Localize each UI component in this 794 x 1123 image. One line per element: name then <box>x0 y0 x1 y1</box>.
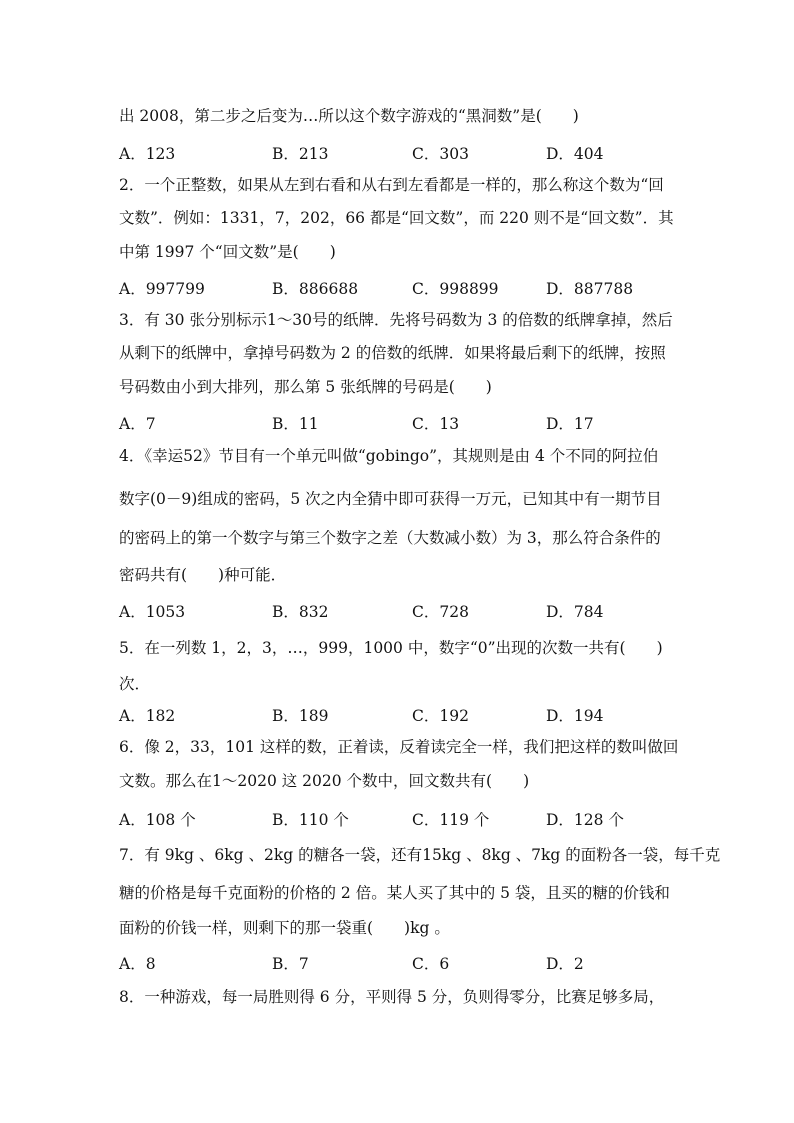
question-3-option-c: C．13 <box>412 415 460 433</box>
question-1-option-c: C．303 <box>412 145 469 163</box>
question-7-line-3: 面粉的价钱一样，则剩下的那一袋重( )kg 。 <box>119 919 450 937</box>
question-7-options <box>119 954 719 974</box>
question-5-option-d: D．194 <box>546 707 604 725</box>
question-4-options <box>119 602 719 622</box>
question-4-line-3: 的密码上的第一个数字与第三个数字之差（大数减小数）为 3，那么符合条件的 <box>119 529 661 547</box>
question-6-line-1: 6．像 2，33，101 这样的数，正着读，反着读完全一样，我们把这样的数叫做回 <box>119 738 679 756</box>
question-6-options <box>119 810 719 830</box>
question-3-option-a: A．7 <box>119 415 156 433</box>
question-2-line-1: 2．一个正整数，如果从左到右看和从右到左看都是一样的，那么称这个数为“回 <box>119 176 664 194</box>
question-4-option-a: A．1053 <box>119 603 186 621</box>
question-7-option-c: C．6 <box>412 955 450 973</box>
question-7-option-d: D．2 <box>546 955 584 973</box>
question-7-line-1: 7．有 9kg 、6kg 、2kg 的糖各一袋，还有15kg 、8kg 、7kg 的面粉各一袋，每千克 <box>119 846 721 864</box>
question-3-option-d: D．17 <box>546 415 594 433</box>
question-1-option-d: D．404 <box>546 145 604 163</box>
question-5-line-2: 次． <box>119 675 151 693</box>
question-7-line-2: 糖的价格是每千克面粉的价格的 2 倍。某人买了其中的 5 袋，且买的糖的价钱和 <box>119 884 670 902</box>
question-4-option-c: C．728 <box>412 603 469 621</box>
question-5-option-a: A．182 <box>119 707 176 725</box>
question-1-options <box>119 144 719 164</box>
question-8-line-1: 8．一种游戏，每一局胜则得 6 分，平则得 5 分，负则得零分，比赛足够多局， <box>119 988 665 1006</box>
question-1-option-a: A．123 <box>119 145 176 163</box>
question-1-option-b: B．213 <box>272 145 329 163</box>
question-6-line-2: 文数。那么在1～2020 这 2020 个数中，回文数共有( ) <box>119 772 530 790</box>
question-2-option-b: B．886688 <box>272 280 359 298</box>
question-5-options <box>119 706 719 726</box>
question-3-line-3: 号码数由小到大排列，那么第 5 张纸牌的号码是( ) <box>119 378 492 396</box>
question-4-option-d: D．784 <box>546 603 604 621</box>
question-3-option-b: B．11 <box>272 415 319 433</box>
question-6-option-c: C．119 个 <box>412 811 490 829</box>
question-4-line-2: 数字(0－9)组成的密码，5 次之内全猜中即可获得一万元，已知其中有一期节目 <box>119 490 662 508</box>
question-2-option-a: A．997799 <box>119 280 205 298</box>
question-6-option-d: D．128 个 <box>546 811 624 829</box>
question-5-option-c: C．192 <box>412 707 469 725</box>
question-2-option-d: D．887788 <box>546 280 634 298</box>
question-3-line-1: 3．有 30 张分别标示1～30号的纸牌．先将号码数为 3 的倍数的纸牌拿掉，然后 <box>119 311 673 329</box>
question-2-options <box>119 279 719 299</box>
question-2-option-c: C．998899 <box>412 280 499 298</box>
question-3-line-2: 从剩下的纸牌中，拿掉号码数为 2 的倍数的纸牌．如果将最后剩下的纸牌，按照 <box>119 344 666 362</box>
question-5-line-1: 5．在一列数 1，2，3，…，999，1000 中，数字“0”出现的次数一共有( ) <box>119 639 663 657</box>
question-2-line-2: 文数”．例如：1331，7，202，66 都是“回文数”，而 220 则不是“回文数”．其 <box>119 209 674 227</box>
question-6-option-b: B．110 个 <box>272 811 349 829</box>
question-6-option-a: A．108 个 <box>119 811 196 829</box>
question-7-option-a: A．8 <box>119 955 156 973</box>
question-4-line-4: 密码共有( )种可能． <box>119 566 287 584</box>
question-1-line-1: 出 2008，第二步之后变为…所以这个数字游戏的“黑洞数”是( ) <box>119 107 579 125</box>
question-4-option-b: B．832 <box>272 603 329 621</box>
question-7-option-b: B．7 <box>272 955 309 973</box>
question-4-line-1: 4．《幸运52》节目有一个单元叫做“gobingo”，其规则是由 4 个不同的阿拉伯 <box>119 447 659 465</box>
question-3-options <box>119 414 719 434</box>
question-2-line-3: 中第 1997 个“回文数”是( ) <box>119 243 336 261</box>
question-5-option-b: B．189 <box>272 707 329 725</box>
